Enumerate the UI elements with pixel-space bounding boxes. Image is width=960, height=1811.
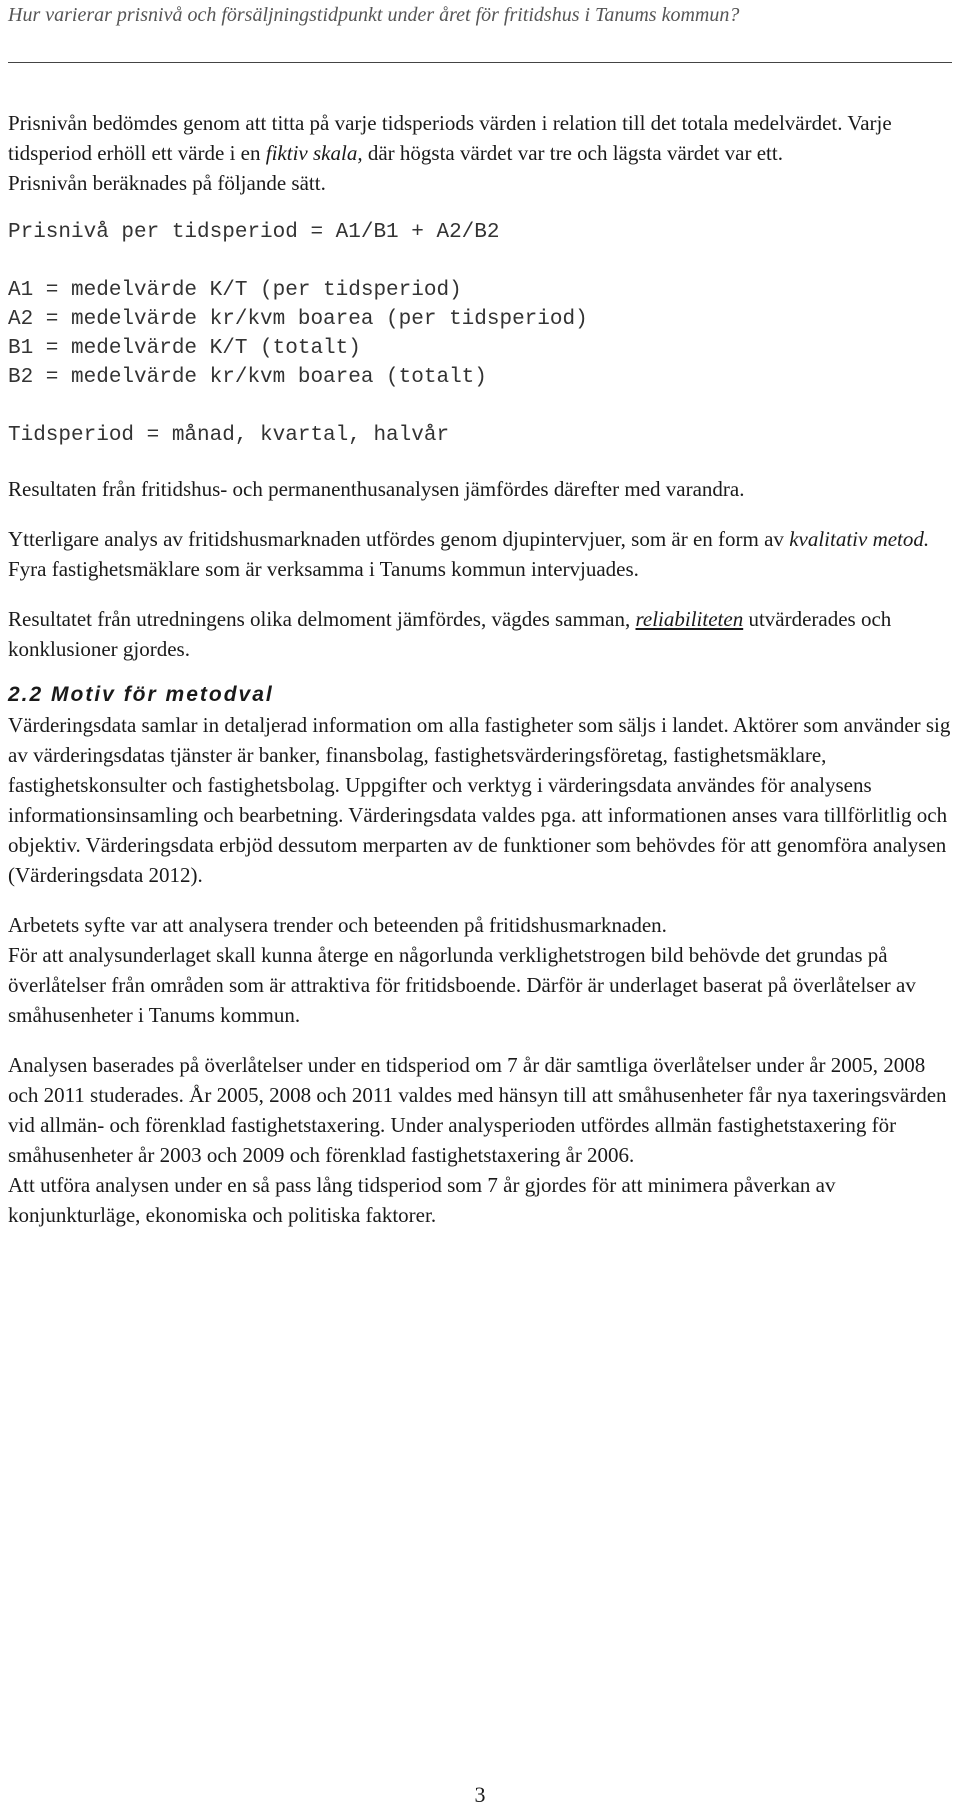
section-heading: 2.2 Motiv för metodval (8, 683, 274, 706)
section-paragraph-3a: Analysen baserades på överlåtelser under en tidsperiod om 7 år där samtliga överlåtelser under år 2005, 2008 och 2011 studerades. År 2005, 2008 och 2011 valdes med hänsyn till att småhusenheter får nya taxeringsvärden vid allmän- och förenklad fastighetstaxering. Under analysperioden utfördes allmän fastighetstaxering för småhusenheter år 2003 och 2009 och förenklad fastighetstaxering år 2006. (8, 1053, 947, 1167)
header-divider (8, 62, 952, 63)
section-paragraph-3b: Att utföra analysen under en så pass lång tidsperiod som 7 år gjordes för att minimera påverkan av konjunkturläge, ekonomiska och politiska faktorer. (8, 1173, 836, 1227)
conclusion-text-a: Resultatet från utredningens olika delmoment jämfördes, vägdes samman, (8, 607, 636, 631)
section-paragraph-2a: Arbetets syfte var att analysera trender och beteenden på fritidshusmarknaden. (8, 913, 667, 937)
interview-paragraph (8, 524, 952, 584)
formula-def-b2: B2 = medelvärde kr/kvm boarea (totalt) (8, 366, 487, 389)
section-paragraph-2b: För att analysunderlaget skall kunna återge en någorlunda verklighetstrogen bild behövde det grundas på överlåtelser från områden som är attraktiva för fritidsboende. Därför är underlaget baserat på överlåtelser av småhusenheter i Tanums kommun. (8, 943, 916, 1027)
formula-main: Prisnivå per tidsperiod = A1/B1 + A2/B2 (8, 221, 500, 244)
results-paragraph: Resultaten från fritidshus- och permanenthusanalysen jämfördes därefter med varandra. (8, 477, 745, 501)
interview-text-b: Fyra fastighetsmäklare som är verksamma i Tanums kommun intervjuades. (8, 557, 639, 581)
page-header-title: Hur varierar prisnivå och försäljningstidpunkt under året för fritidshus i Tanums kommun? (8, 4, 740, 26)
section-paragraph-1: Värderingsdata samlar in detaljerad information om alla fastigheter som säljs i landet. Aktörer som använder sig av värderingsdatas tjänster är banker, finansbolag, fastighetsvärderingsföretag, fastighetsmäklare, fastighetskonsulter och fastighetsbolag. Uppgifter och verktyg i värderingsdata användes för analysens informationsinsamling och bearbetning. Värderingsdata valdes pga. att informationen anses vara tillförlitlig och objektiv. Värderingsdata erbjöd dessutom merparten av de funktioner som behövdes för att genomföra analysen (Värderingsdata 2012). (8, 713, 951, 887)
intro-paragraph-1 (8, 108, 952, 168)
formula-def-a2: A2 = medelvärde kr/kvm boarea (per tidsperiod) (8, 308, 588, 331)
interview-emphasis: kvalitativ metod. (789, 527, 930, 551)
intro-text-b: där högsta värdet var tre och lägsta värdet var ett. (362, 141, 783, 165)
formula-period: Tidsperiod = månad, kvartal, halvår (8, 424, 450, 447)
formula-def-a1: A1 = medelvärde K/T (per tidsperiod) (8, 279, 462, 302)
formula-def-b1: B1 = medelvärde K/T (totalt) (8, 337, 361, 360)
conclusion-paragraph (8, 604, 952, 664)
intro-text-a: Prisnivån bedömdes genom att titta på varje tidsperiods värden i relation till det totala medelvärdet. Varje tidsperiod erhöll ett värde i en (8, 111, 892, 165)
conclusion-text-b: utvärderades och konklusioner gjordes. (8, 607, 892, 661)
interview-text-a: Ytterligare analys av fritidshusmarknaden utfördes genom djupintervjuer, som är en form av (8, 527, 790, 551)
page-number: 3 (474, 1782, 486, 1807)
intro-paragraph-2: Prisnivån beräknades på följande sätt. (8, 171, 326, 195)
document-body (8, 108, 952, 1230)
intro-emphasis: fiktiv skala, (265, 141, 363, 165)
conclusion-emphasis: reliabiliteten (635, 607, 744, 631)
